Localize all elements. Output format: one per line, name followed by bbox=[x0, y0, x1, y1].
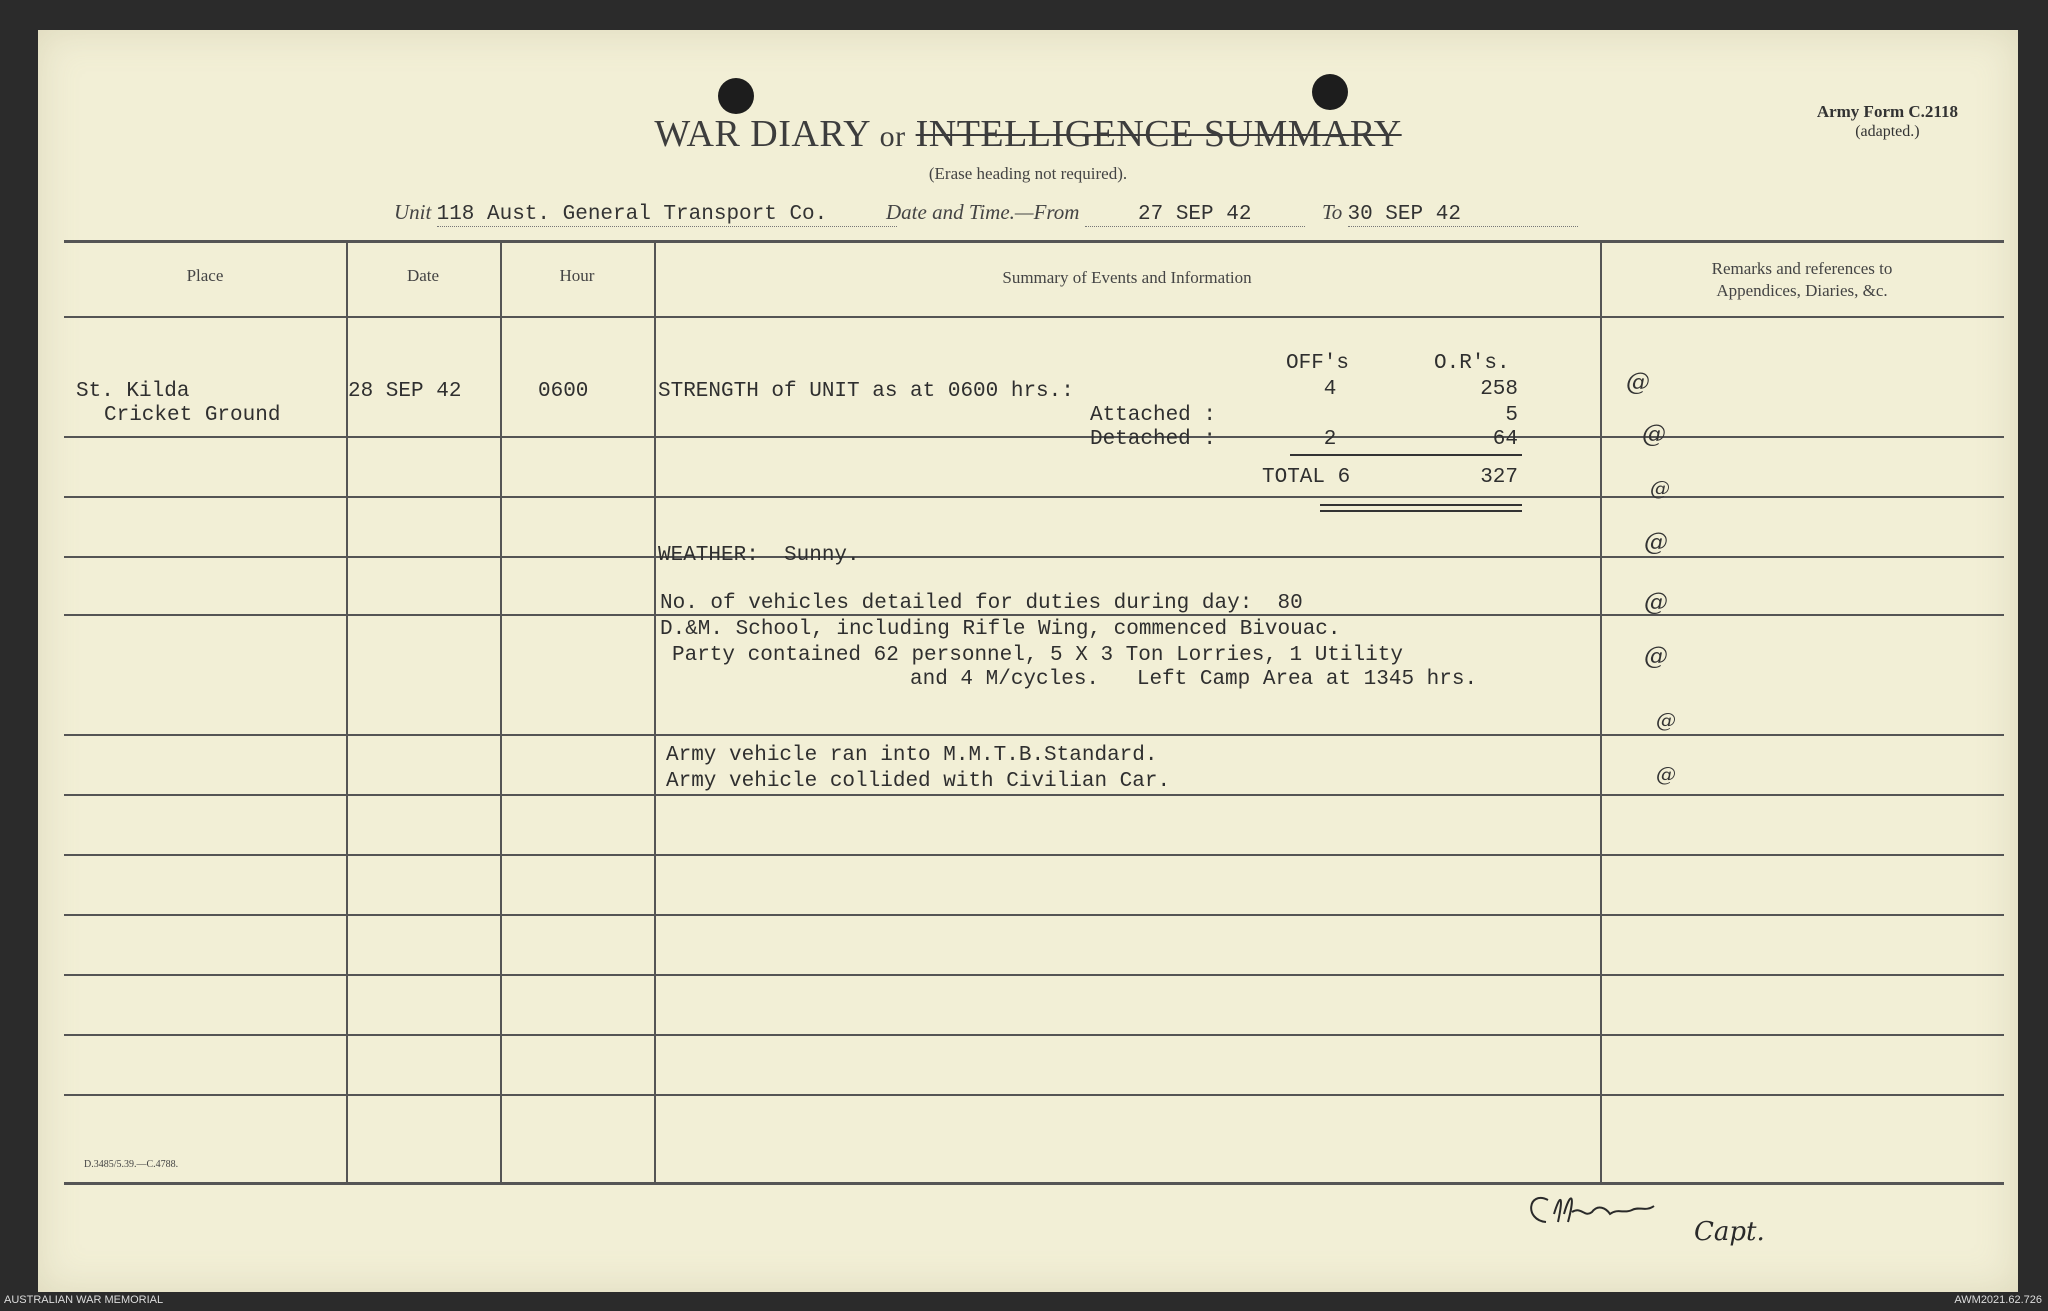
col-head-summary: Summary of Events and Information bbox=[1002, 268, 1252, 287]
attached-label: Attached : bbox=[1089, 404, 1216, 427]
col-head-hour: Hour bbox=[559, 266, 595, 285]
remarks-head-line2: Appendices, Diaries, &c. bbox=[1716, 281, 1888, 300]
erase-note: (Erase heading not required). bbox=[928, 164, 1128, 183]
army-form-label bbox=[1817, 102, 1958, 142]
total-label: TOTAL 6 bbox=[1262, 466, 1351, 489]
remark-mark-4: @ bbox=[1644, 528, 1668, 556]
remark-mark-5: @ bbox=[1644, 588, 1668, 616]
diary-table bbox=[64, 240, 2004, 1184]
place-line-1: St. Kilda bbox=[76, 380, 190, 403]
entry-date: 28 SEP 42 bbox=[348, 380, 462, 403]
remark-mark-8: @ bbox=[1656, 762, 1676, 786]
title-struck: INTELLIGENCE SUMMARY bbox=[915, 113, 1402, 155]
attached-or: 5 bbox=[1505, 404, 1518, 427]
remark-mark-1: @ bbox=[1626, 368, 1650, 396]
remark-mark-7: @ bbox=[1656, 708, 1676, 732]
party-line-2: and 4 M/cycles. Left Camp Area at 1345 hrs. bbox=[910, 668, 1478, 691]
signature-rank: Capt. bbox=[1694, 1217, 1765, 1247]
officer-signature bbox=[1518, 1170, 1848, 1260]
from-value: 27 SEP 42 bbox=[1085, 203, 1305, 227]
place-line-2: Cricket Ground bbox=[104, 404, 281, 427]
offs-header: OFF's bbox=[1286, 352, 1350, 375]
title-or: or bbox=[879, 120, 906, 153]
subtotal-rule bbox=[1290, 454, 1522, 456]
remark-mark-2: @ bbox=[1642, 420, 1666, 448]
detached-label: Detached : bbox=[1089, 428, 1216, 451]
school-line: D.&M. School, including Rifle Wing, commenced Bivouac. bbox=[660, 618, 1341, 641]
punch-hole-left bbox=[718, 78, 754, 114]
col-head-remarks bbox=[1600, 258, 2004, 302]
entry-hour: 0600 bbox=[538, 380, 589, 403]
footer-right: AWM2021.62.726 bbox=[1954, 1294, 2042, 1306]
army-form-number: Army Form C.2118 bbox=[1816, 102, 1958, 121]
footer-left: AUSTRALIAN WAR MEMORIAL bbox=[4, 1294, 164, 1306]
remarks-head-line1: Remarks and references to bbox=[1711, 259, 1893, 278]
remark-mark-6: @ bbox=[1644, 642, 1668, 670]
col-head-date: Date bbox=[406, 266, 440, 285]
total-double-rule-2 bbox=[1320, 510, 1522, 512]
date-label: Date and Time.—From bbox=[886, 200, 1080, 224]
form-title bbox=[38, 112, 2018, 156]
accident-line-1: Army vehicle ran into M.M.T.B.Standard. bbox=[666, 744, 1158, 767]
col-head-place: Place bbox=[186, 266, 224, 285]
unit-label: Unit bbox=[394, 200, 432, 224]
strength-line: STRENGTH of UNIT as at 0600 hrs.: bbox=[658, 380, 1074, 403]
weather-line: WEATHER: Sunny. bbox=[658, 544, 860, 567]
vehicles-line: No. of vehicles detailed for duties during day: 80 bbox=[660, 592, 1303, 615]
diary-sheet bbox=[38, 30, 2018, 1292]
strength-or: 258 bbox=[1480, 378, 1518, 401]
total-double-rule-1 bbox=[1320, 504, 1522, 506]
army-form-adapted: (adapted.) bbox=[1855, 123, 1920, 140]
unit-line bbox=[394, 200, 897, 227]
to-label: To bbox=[1321, 200, 1343, 224]
detached-or: 64 bbox=[1492, 428, 1518, 451]
punch-hole-right bbox=[1312, 74, 1348, 110]
ors-header: O.R's. bbox=[1434, 352, 1510, 375]
unit-value: 118 Aust. General Transport Co. bbox=[437, 203, 897, 227]
strength-off: 4 bbox=[1323, 378, 1337, 401]
accident-line-2: Army vehicle collided with Civilian Car. bbox=[666, 770, 1171, 793]
party-line-1: Party contained 62 personnel, 5 X 3 Ton Lorries, 1 Utility bbox=[672, 644, 1403, 667]
total-or: 327 bbox=[1480, 466, 1518, 489]
title-main: WAR DIARY bbox=[654, 113, 870, 155]
remark-mark-3: @ bbox=[1650, 476, 1670, 500]
printer-mark: D.3485/5.39.—C.4788. bbox=[84, 1159, 179, 1170]
detached-off: 2 bbox=[1323, 428, 1337, 451]
to-value: 30 SEP 42 bbox=[1348, 203, 1578, 227]
date-line bbox=[886, 200, 1578, 227]
